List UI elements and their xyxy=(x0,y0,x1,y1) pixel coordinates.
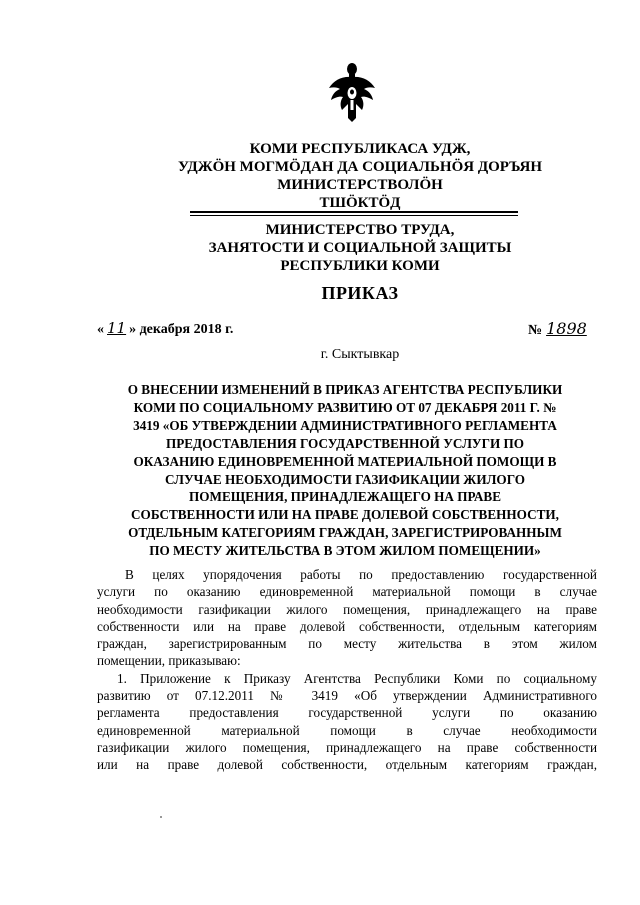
header-russian xyxy=(150,221,570,275)
header-divider-thick xyxy=(190,211,518,213)
body-line: услуги по оказанию единовременной материальной помощи в случае xyxy=(97,584,597,600)
city-line: г. Сыктывкар xyxy=(320,347,400,362)
body-line: необходимости газификации жилого помещения, принадлежащего на праве xyxy=(97,601,597,617)
coat-of-arms-emblem xyxy=(324,60,380,124)
title-line: ПОМЕЩЕНИЯ, ПРИНАДЛЕЖАЩЕГО НА ПРАВЕ xyxy=(189,489,501,505)
order-title xyxy=(90,381,600,560)
document-type-title: ПРИКАЗ xyxy=(321,283,399,303)
order-number xyxy=(528,319,587,339)
order-body xyxy=(97,566,597,774)
order-date xyxy=(97,319,233,338)
body-line: или на праве долевой собственности, отдельным категориям граждан, xyxy=(97,757,597,773)
header-divider-thin xyxy=(190,215,518,216)
title-line: 3419 «ОБ УТВЕРЖДЕНИИ АДМИНИСТРАТИВНОГО РЕГЛАМЕНТА xyxy=(133,417,557,433)
date-month-year: » декабря 2018 г. xyxy=(129,322,234,337)
header-ru-line: МИНИСТЕРСТВО ТРУДА, xyxy=(265,222,455,238)
header-ru-line: ЗАНЯТОСТИ И СОЦИАЛЬНОЙ ЗАЩИТЫ xyxy=(208,240,512,256)
date-open-quote: « xyxy=(97,322,104,337)
header-komi-line: МИНИСТЕРСТВОЛӦН xyxy=(277,177,443,193)
title-line: ПО МЕСТУ ЖИТЕЛЬСТВА В ЭТОМ ЖИЛОМ ПОМЕЩЕНИИ» xyxy=(149,543,541,559)
body-line: собственности или на праве долевой собственности, отдельным категориям xyxy=(97,618,597,634)
title-line: ПРЕДОСТАВЛЕНИЯ ГОСУДАРСТВЕННОЙ УСЛУГИ ПО xyxy=(165,435,525,451)
header-komi-line: КОМИ РЕСПУБЛИКАСА УДЖ, xyxy=(249,141,471,157)
body-line: граждан, зарегистрированным по месту жительства в этом жилом xyxy=(97,636,597,652)
scan-speck xyxy=(160,816,162,818)
body-line: газификации жилого помещения, принадлежащего на праве собственности xyxy=(97,739,597,755)
header-komi-line: ТШӦКТӦД xyxy=(319,195,401,211)
body-line: В целях упорядочения работы по предоставлению государственной xyxy=(125,567,597,582)
body-line: развитию от 07.12.2011 № 3419 «Об утверждении Административного xyxy=(97,688,597,704)
title-line: СЛУЧАЕ НЕОБХОДИМОСТИ ГАЗИФИКАЦИИ ЖИЛОГО xyxy=(164,471,526,487)
title-line: КОМИ ПО СОЦИАЛЬНОМУ РАЗВИТИЮ ОТ 07 ДЕКАБРЯ 2011 Г. № xyxy=(133,399,557,415)
body-line: единовременной материальной помощи в случае необходимости xyxy=(97,722,597,738)
header-komi-line: УДЖӦН МОГМӦДАН ДА СОЦИАЛЬНӦЯ ДОРЪЯН xyxy=(177,159,543,175)
title-line: О ВНЕСЕНИИ ИЗМЕНЕНИЙ В ПРИКАЗ АГЕНТСТВА РЕСПУБЛИКИ xyxy=(127,382,563,397)
number-label: № xyxy=(528,323,543,338)
date-day-handwritten: 11 xyxy=(107,319,127,337)
body-line: помещении, приказываю: xyxy=(97,653,241,669)
title-line: СОБСТВЕННОСТИ ИЛИ НА ПРАВЕ ДОЛЕВОЙ СОБСТВЕННОСТИ, xyxy=(131,507,559,523)
number-value-handwritten: 1898 xyxy=(546,319,587,338)
header-komi-language xyxy=(150,140,570,212)
title-line: ОТДЕЛЬНЫМ КАТЕГОРИЯМ ГРАЖДАН, ЗАРЕГИСТРИРОВАННЫМ xyxy=(128,525,562,541)
body-line: регламента предоставления государственной услуги по оказанию xyxy=(97,705,597,721)
header-ru-line: РЕСПУБЛИКИ КОМИ xyxy=(280,258,440,274)
body-line: 1. Приложение к Приказу Агентства Республики Коми по социальному xyxy=(117,670,597,686)
title-line: ОКАЗАНИЮ ЕДИНОВРЕМЕННОЙ МАТЕРИАЛЬНОЙ ПОМОЩИ В xyxy=(133,453,557,469)
